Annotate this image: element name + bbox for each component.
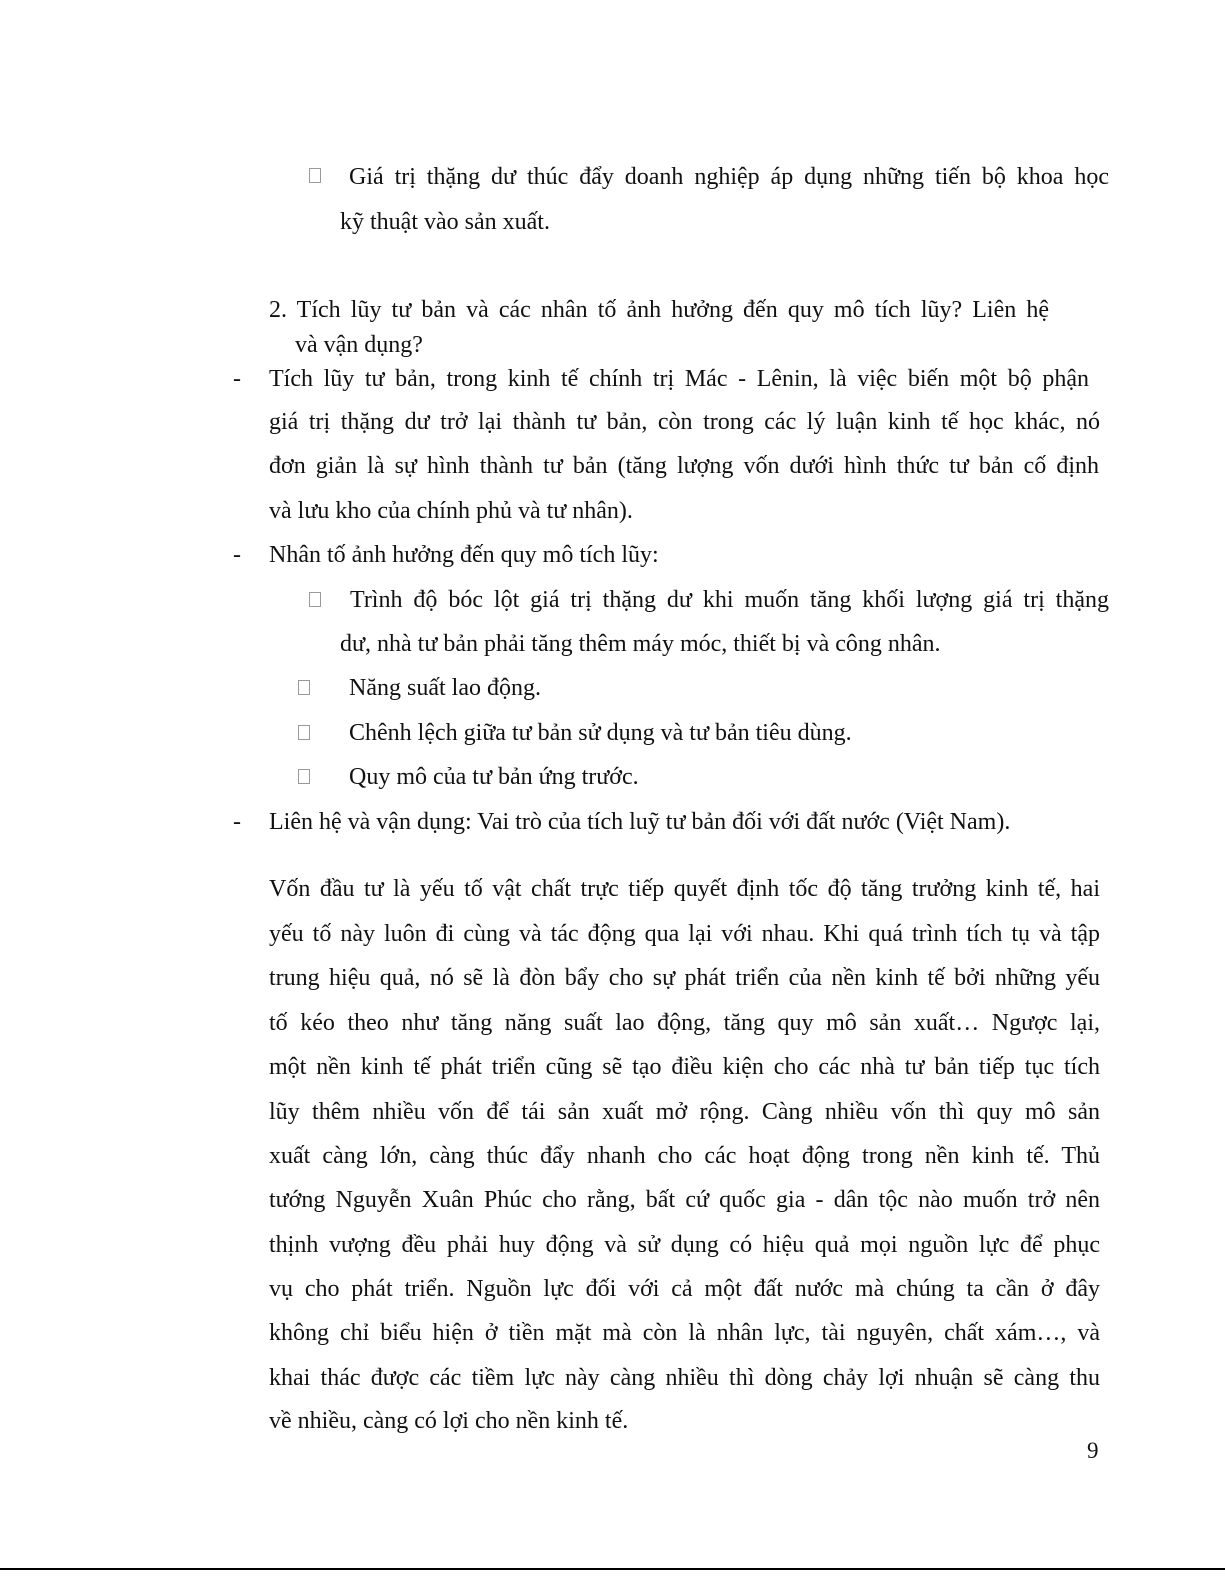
paragraph-line: đơn giản là sự hình thành tư bản (tăng lượng vốn dưới hình thức tư bản cố định bbox=[269, 453, 1099, 479]
paragraph-line: xuất càng lớn, càng thúc đẩy nhanh cho các hoạt động trong nền kinh tế. Thủ bbox=[269, 1143, 1100, 1169]
list-item: Trình độ bóc lột giá trị thặng dư khi muốn tăng khối lượng giá trị thặng bbox=[350, 587, 1109, 613]
paragraph-line: yếu tố này luôn đi cùng và tác động qua lại với nhau. Khi quá trình tích tụ và tập bbox=[269, 921, 1100, 947]
factors-heading: Nhân tố ảnh hưởng đến quy mô tích lũy: bbox=[269, 542, 659, 568]
bullet-text-line: Giá trị thặng dư thúc đẩy doanh nghiệp áp dụng những tiến bộ khoa học bbox=[349, 164, 1109, 190]
paragraph-line: tố kéo theo như tăng năng suất lao động, tăng quy mô sản xuất… Ngược lại, bbox=[269, 1010, 1100, 1036]
paragraph-line: vụ cho phát triển. Nguồn lực đối với cả một đất nước mà chúng ta cần ở đây bbox=[269, 1276, 1100, 1302]
checkbox-bullet-icon bbox=[298, 769, 310, 784]
paragraph-line: lũy thêm nhiều vốn để tái sản xuất mở rộng. Càng nhiều vốn thì quy mô sản bbox=[269, 1099, 1100, 1125]
list-item: Chênh lệch giữa tư bản sử dụng và tư bản tiêu dùng. bbox=[349, 720, 852, 746]
paragraph-line: thịnh vượng đều phải huy động và sử dụng có hiệu quả mọi nguồn lực để phục bbox=[269, 1232, 1100, 1258]
bullet-text-line: kỹ thuật vào sản xuất. bbox=[340, 209, 550, 235]
dash-bullet: - bbox=[233, 809, 241, 835]
checkbox-bullet-icon bbox=[309, 592, 321, 607]
paragraph-line: khai thác được các tiềm lực này càng nhiều thì dòng chảy lợi nhuận sẽ càng thu bbox=[269, 1365, 1100, 1391]
list-item: dư, nhà tư bản phải tăng thêm máy móc, thiết bị và công nhân. bbox=[340, 631, 941, 657]
application-heading: Liên hệ và vận dụng: Vai trò của tích luỹ tư bản đối với đất nước (Việt Nam). bbox=[269, 809, 1011, 835]
paragraph-line: trung hiệu quả, nó sẽ là đòn bẩy cho sự phát triển của nền kinh tế bởi những yếu bbox=[269, 965, 1100, 991]
dash-bullet: - bbox=[233, 366, 241, 392]
checkbox-bullet-icon bbox=[309, 168, 321, 183]
list-item: Quy mô của tư bản ứng trước. bbox=[349, 764, 639, 790]
page-bottom-rule bbox=[0, 1568, 1225, 1570]
paragraph-line: tướng Nguyễn Xuân Phúc cho rằng, bất cứ quốc gia - dân tộc nào muốn trở nên bbox=[269, 1187, 1100, 1213]
checkbox-bullet-icon bbox=[298, 725, 310, 740]
list-item: Năng suất lao động. bbox=[349, 675, 541, 701]
dash-bullet: - bbox=[233, 542, 241, 568]
paragraph-line: Vốn đầu tư là yếu tố vật chất trực tiếp quyết định tốc độ tăng trưởng kinh tế, hai bbox=[269, 876, 1100, 902]
paragraph-line: một nền kinh tế phát triển cũng sẽ tạo điều kiện cho các nhà tư bản tiếp tục tích bbox=[269, 1054, 1100, 1080]
paragraph-line: về nhiều, càng có lợi cho nền kinh tế. bbox=[269, 1408, 629, 1434]
checkbox-bullet-icon bbox=[298, 680, 310, 695]
paragraph-line: và lưu kho của chính phủ và tư nhân). bbox=[269, 498, 633, 524]
section-heading: 2. Tích lũy tư bản và các nhân tố ảnh hưởng đến quy mô tích lũy? Liên hệ bbox=[269, 297, 1049, 323]
paragraph-line: giá trị thặng dư trở lại thành tư bản, còn trong các lý luận kinh tế học khác, nó bbox=[269, 409, 1100, 435]
page-number: 9 bbox=[1087, 1438, 1099, 1463]
section-heading: và vận dụng? bbox=[295, 332, 423, 358]
paragraph-line: không chỉ biểu hiện ở tiền mặt mà còn là nhân lực, tài nguyên, chất xám…, và bbox=[269, 1320, 1100, 1346]
paragraph-line: Tích lũy tư bản, trong kinh tế chính trị Mác - Lênin, là việc biến một bộ phận bbox=[269, 366, 1089, 392]
